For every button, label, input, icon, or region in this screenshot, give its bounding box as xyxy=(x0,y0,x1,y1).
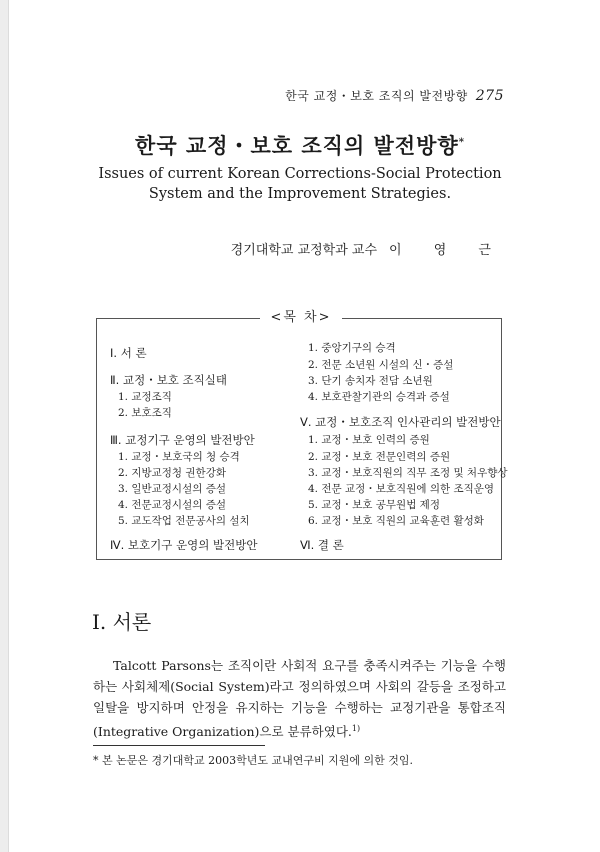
toc-subsection-entry: 3. 일반교정시설의 증설 xyxy=(118,483,226,495)
toc-section-entry: Ⅳ. 보호기구 운영의 발전방안 xyxy=(110,538,258,552)
title-text: 한국 교정・보호 조직의 발전방향 xyxy=(135,133,459,158)
toc-subsection-entry: 1. 교정조직 xyxy=(118,391,172,403)
toc-subsection-entry: 3. 단기 송치자 전담 소년원 xyxy=(308,375,433,387)
body-paragraph xyxy=(93,655,506,742)
toc-subsection-entry: 3. 교정・보호직원의 직무 조정 및 처우향상 xyxy=(308,467,508,479)
toc-subsection-entry: 2. 보호조직 xyxy=(118,407,172,419)
section-heading: Ⅰ. 서론 xyxy=(92,610,152,634)
footnote-reference: 1) xyxy=(351,724,361,733)
page-edge-shadow xyxy=(0,0,9,852)
toc-section-entry: Ⅵ. 결 론 xyxy=(300,538,344,552)
body-text: Talcott Parsons는 조직이란 사회적 요구를 충족시켜주는 기능을 수행하는 사회체제(Social System)라고 정의하였으며 사회의 갈등을 조정하고 일탈을 방지하며 안정을 유지하는 기능을 수행하는 교정기관을 통합조직(Integrative Organization)으로 분류하였다. xyxy=(93,658,506,740)
title-footnote-mark: * xyxy=(458,137,465,148)
running-head-text: 한국 교정・보호 조직의 발전방향 xyxy=(285,89,468,103)
toc-section-entry: Ⅱ. 교정・보호 조직실태 xyxy=(110,373,227,387)
footnote: * 본 논문은 경기대학교 2003학년도 교내연구비 지원에 의한 것임. xyxy=(93,754,413,767)
toc-subsection-entry: 1. 교정・보호 인력의 증원 xyxy=(308,434,430,446)
toc-subsection-entry: 1. 중앙기구의 승격 xyxy=(308,342,396,354)
toc-subsection-entry: 4. 전문 교정・보호직원에 의한 조직운영 xyxy=(308,483,495,495)
toc-subsection-entry: 5. 교정・보호 공무원법 제정 xyxy=(308,499,440,511)
paper-title xyxy=(0,130,600,160)
toc-subsection-entry: 2. 지방교정청 권한강화 xyxy=(118,467,226,479)
toc-subsection-entry: 5. 교도작업 전문공사의 설치 xyxy=(118,515,250,527)
footnote-divider xyxy=(93,745,265,746)
toc-subsection-entry: 1. 교정・보호국의 청 승격 xyxy=(118,451,240,463)
english-subtitle xyxy=(0,164,600,204)
page-number: 275 xyxy=(475,88,504,104)
author-name: 이 영 근 xyxy=(389,243,505,258)
toc-subsection-entry: 2. 전문 소년원 시설의 신・증설 xyxy=(308,359,454,371)
toc-section-entry: Ⅴ. 교정・보호조직 인사관리의 발전방안 xyxy=(300,415,501,429)
toc-subsection-entry: 2. 교정・보호 전문인력의 증원 xyxy=(308,451,451,463)
author-line xyxy=(231,239,505,258)
toc-subsection-entry: 6. 교정・보호 직원의 교육훈련 활성화 xyxy=(308,515,484,527)
toc-heading: <목 차> xyxy=(260,306,342,325)
toc-section-entry: Ⅲ. 교정기구 운영의 발전방안 xyxy=(110,433,255,447)
running-head xyxy=(285,87,504,104)
author-affiliation: 경기대학교 교정학과 교수 xyxy=(230,243,378,258)
toc-section-entry: Ⅰ. 서 론 xyxy=(110,346,147,360)
subtitle-line-2: System and the Improvement Strategies. xyxy=(148,186,452,202)
toc-subsection-entry: 4. 보호관찰기관의 승격과 증설 xyxy=(308,391,450,403)
toc-subsection-entry: 4. 전문교정시설의 증설 xyxy=(118,499,226,511)
subtitle-line-1: Issues of current Korean Corrections-Social Protection xyxy=(98,166,502,182)
